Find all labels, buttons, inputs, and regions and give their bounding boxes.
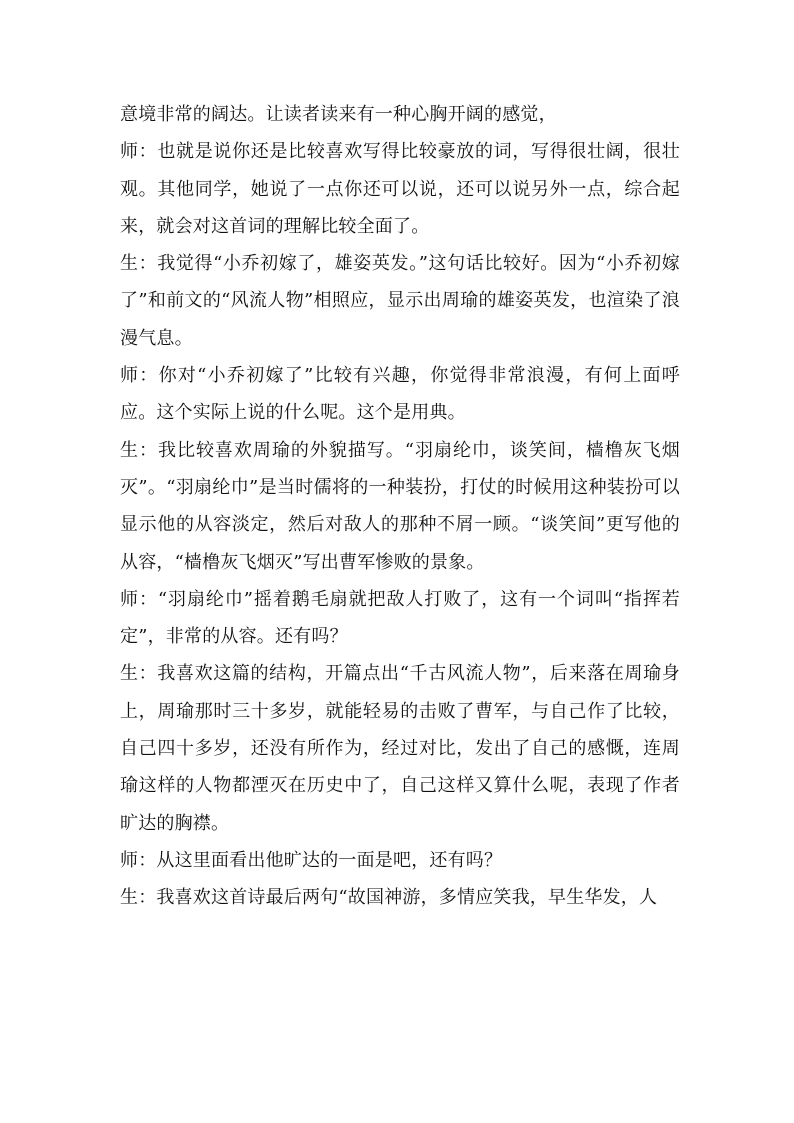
paragraph-4: 师：你对“小乔初嫁了”比较有兴趣，你觉得非常浪漫，有何上面呼应。这个实际上说的什么呢。这个是用典。 [120,365,680,424]
paragraph-5: 生：我比较喜欢周瑜的外貌描写。“羽扇纶巾，谈笑间，樯橹灰飞烟灭”。“羽扇纶巾”是当时儒将的一种装扮，打仗的时候用这种装扮可以显示他的从容淡定，然后对敌人的那种不屑一顾。“谈笑间”更写他的从容，“樯橹灰飞烟灭”写出曹军惨败的景象。 [120,439,680,573]
paragraph-9: 生：我喜欢这首诗最后两句“故国神游，多情应笑我，早生华发，人 [120,887,658,909]
paragraph-7: 生：我喜欢这篇的结构，开篇点出“千古风流人物”，后来落在周瑜身上，周瑜那时三十多岁，就能轻易的击败了曹军，与自己作了比较，自己四十多岁，还没有所作为，经过对比，发出了自己的感慨，连周瑜这样的人物都湮灭在历史中了，自己这样又算什么呢，表现了作者旷达的胸襟。 [120,663,680,834]
paragraph-2: 师：也就是说你还是比较喜欢写得比较豪放的词，写得很壮阔，很壮观。其他同学，她说了一点你还可以说，还可以说另外一点，综合起来，就会对这首词的理解比较全面了。 [120,141,680,237]
paragraph-1: 意境非常的阔达。让读者读来有一种心胸开阔的感觉， [120,104,557,125]
paragraph-3: 生：我觉得“小乔初嫁了，雄姿英发。”这句话比较好。因为“小乔初嫁了”和前文的“风流人物”相照应，显示出周瑜的雄姿英发，也渲染了浪漫气息。 [120,253,680,349]
paragraph-6: 师：“羽扇纶巾”摇着鹅毛扇就把敌人打败了，这有一个词叫“指挥若定”，非常的从容。还有吗？ [120,588,680,648]
document-body [120,96,680,917]
paragraph-8: 师：从这里面看出他旷达的一面是吧，还有吗？ [120,849,503,871]
